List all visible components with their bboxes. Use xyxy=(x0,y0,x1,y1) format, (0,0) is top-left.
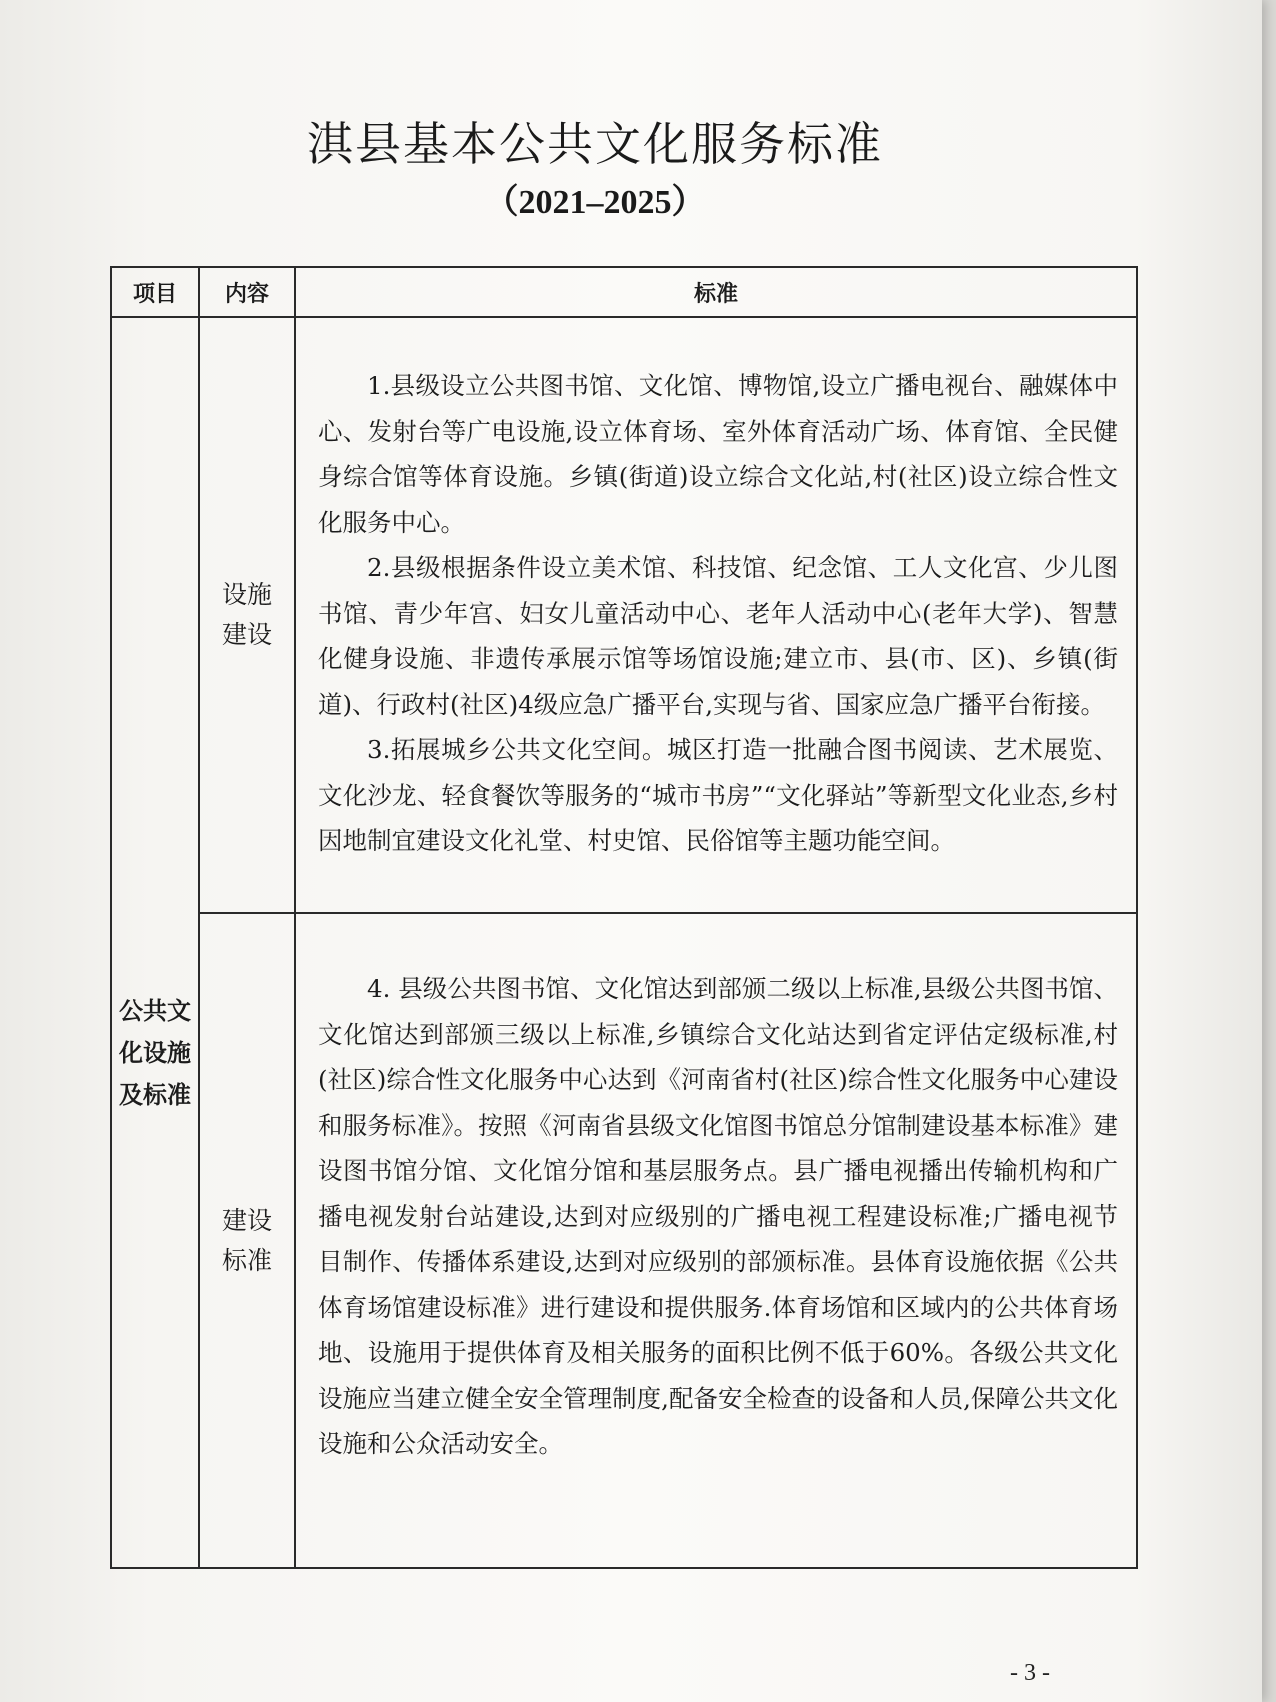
header-standard: 标准 xyxy=(295,267,1137,317)
standard-paragraph: 1.县级设立公共图书馆、文化馆、博物馆,设立广播电视台、融媒体中心、发射台等广电设施,设立体育场、室外体育活动广场、体育馆、全民健身综合馆等体育设施。乡镇(街道)设立综合文化站,村(社区)设立综合性文化服务中心。 xyxy=(318,371,1118,537)
header-item: 项目 xyxy=(111,267,199,317)
header-content: 内容 xyxy=(199,267,295,317)
item-label: 公共文化设施及标准 xyxy=(119,996,191,1109)
page-title: 淇县基本公共文化服务标准 xyxy=(307,117,883,171)
standard-cell-standards xyxy=(295,913,1137,1568)
content-label: 建设标准 xyxy=(221,1205,272,1275)
content-cell-standards xyxy=(199,913,295,1568)
standard-paragraph: 2.县级根据条件设立美术馆、科技馆、纪念馆、工人文化宫、少儿图书馆、青少年宫、妇女儿童活动中心、老年人活动中心(老年大学)、智慧化健身设施、非遗传承展示馆等场馆设施;建立市、县(市、区)、乡镇(街道)、行政村(社区)4级应急广播平台,实现与省、国家应急广播平台衔接。 xyxy=(318,553,1118,719)
content-cell-facilities xyxy=(199,317,295,913)
table-row xyxy=(111,317,1137,913)
table-header-row xyxy=(111,267,1137,317)
standards-table xyxy=(110,266,1138,1569)
content-label: 设施建设 xyxy=(221,580,272,649)
standard-paragraph: 3.拓展城乡公共文化空间。城区打造一批融合图书阅读、艺术展览、文化沙龙、轻食餐饮等服务的“城市书房”“文化驿站”等新型文化业态,乡村因地制宜建设文化礼堂、村史馆、民俗馆等主题功能空间。 xyxy=(318,735,1118,855)
page-number: - 3 - xyxy=(1010,1660,1050,1686)
standard-paragraph: 4. 县级公共图书馆、文化馆达到部颁二级以上标准,县级公共图书馆、文化馆达到部颁三级以上标准,乡镇综合文化站达到省定评估定级标准,村(社区)综合性文化服务中心达到《河南省村(社区)综合性文化服务中心建设和服务标准》。按照《河南省县级文化馆图书馆总分馆制建设基本标准》建设图书馆分馆、文化馆分馆和基层服务点。县广播电视播出传输机构和广播电视发射台站建设,达到对应级别的广播电视工程建设标准;广播电视节目制作、传播体系建设,达到对应级别的部颁标准。县体育设施依据《公共体育场馆建设标准》进行建设和提供服务.体育场馆和区域内的公共体育场地、设施用于提供体育及相关服务的面积比例不低于60%。各级公共文化设施应当建立健全安全管理制度,配备安全检查的设备和人员,保障公共文化设施和公众活动安全。 xyxy=(318,974,1118,1458)
table-row xyxy=(111,913,1137,1568)
page-subtitle: （2021–2025） xyxy=(484,184,706,221)
item-cell xyxy=(111,317,199,1568)
standard-cell-facilities xyxy=(295,317,1137,913)
